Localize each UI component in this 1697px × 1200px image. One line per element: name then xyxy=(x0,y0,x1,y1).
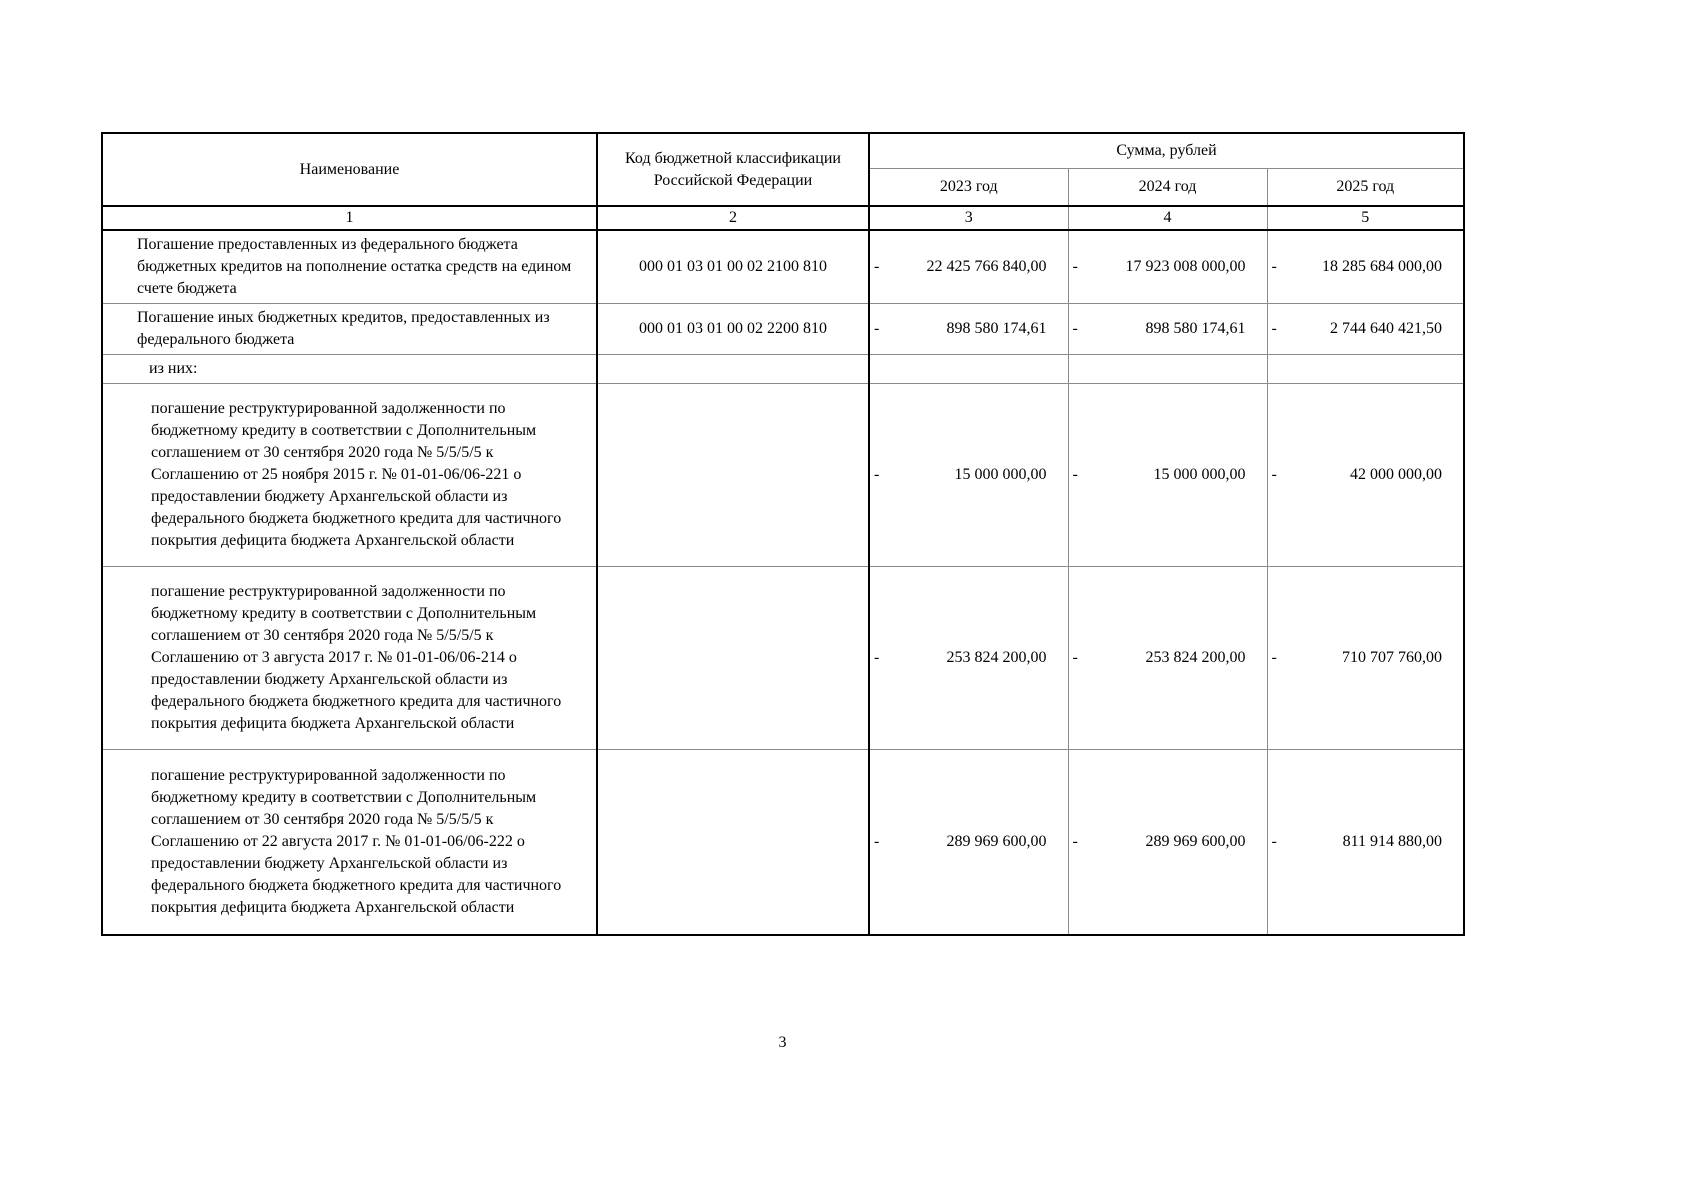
dash-sign: - xyxy=(1271,466,1277,483)
amount-2024 xyxy=(1068,567,1267,750)
amount-value: 17 923 008 000,00 xyxy=(1125,258,1246,275)
page-number: 3 xyxy=(778,1034,787,1051)
row-name: из них: xyxy=(102,355,597,384)
dash-sign: - xyxy=(1072,258,1078,275)
amount-value: 289 969 600,00 xyxy=(1145,832,1246,850)
amount-value: 253 824 200,00 xyxy=(1145,649,1246,666)
dash-sign: - xyxy=(1271,320,1277,337)
dash-sign: - xyxy=(874,466,880,483)
header-row-1 xyxy=(102,133,1464,168)
budget-table xyxy=(101,132,1465,936)
dash-sign: - xyxy=(874,258,880,275)
row-name: Погашение предоставленных из федерального бюджета бюджетных кредитов на пополнение остатка средств на едином счете бюджета xyxy=(102,230,597,304)
amount-value: 289 969 600,00 xyxy=(946,832,1047,850)
row-code: 000 01 03 01 00 02 2200 810 xyxy=(597,304,869,355)
table-row xyxy=(102,567,1464,750)
amount-2024 xyxy=(1068,355,1267,384)
amount-2025 xyxy=(1267,384,1464,567)
header-year-2023: 2023 год xyxy=(869,168,1068,206)
table-row xyxy=(102,304,1464,355)
amount-2025 xyxy=(1267,750,1464,935)
header-name: Наименование xyxy=(102,133,597,206)
header-year-2025: 2025 год xyxy=(1267,168,1464,206)
amount-2024 xyxy=(1068,304,1267,355)
dash-sign: - xyxy=(1271,258,1277,275)
column-number: 3 xyxy=(869,206,1068,230)
row-code xyxy=(597,384,869,567)
dash-sign: - xyxy=(874,320,880,337)
amount-value: 15 000 000,00 xyxy=(954,466,1047,483)
amount-2023 xyxy=(869,230,1068,304)
amount-2024 xyxy=(1068,384,1267,567)
amount-2023 xyxy=(869,304,1068,355)
amount-2025 xyxy=(1267,355,1464,384)
column-number: 2 xyxy=(597,206,869,230)
amount-value: 42 000 000,00 xyxy=(1350,466,1442,483)
amount-2023 xyxy=(869,567,1068,750)
amount-2025 xyxy=(1267,230,1464,304)
amount-value: 898 580 174,61 xyxy=(1145,320,1246,337)
row-name: погашение реструктурированной задолженности по бюджетному кредиту в соответствии с Дополнительным соглашением от 30 сентября 2020 года № 5/5/5/5 к Соглашению от 3 августа 2017 г. № 01-01-06/06-214 о предоставлении бюджету Архангельской области из федерального бюджета бюджетного кредита для частичного покрытия дефицита бюджета Архангельской области xyxy=(102,567,597,750)
amount-value: 2 744 640 421,50 xyxy=(1330,320,1442,337)
amount-value: 898 580 174,61 xyxy=(946,320,1047,337)
amount-value: 22 425 766 840,00 xyxy=(926,258,1047,275)
amount-value: 710 707 760,00 xyxy=(1342,649,1442,666)
row-code xyxy=(597,750,869,935)
table-row xyxy=(102,355,1464,384)
dash-sign: - xyxy=(1072,320,1078,337)
header-code: Код бюджетной классификации Российской Федерации xyxy=(597,133,869,206)
dash-sign: - xyxy=(1072,832,1078,850)
row-name: погашение реструктурированной задолженности по бюджетному кредиту в соответствии с Дополнительным соглашением от 30 сентября 2020 года № 5/5/5/5 к Соглашению от 22 августа 2017 г. № 01-01-06/06-222 о предоставлении бюджету Архангельской области из федерального бюджета бюджетного кредита для частичного покрытия дефицита бюджета Архангельской области xyxy=(102,750,597,935)
amount-value: 15 000 000,00 xyxy=(1153,466,1246,483)
column-number-row xyxy=(102,206,1464,230)
amount-value: 253 824 200,00 xyxy=(946,649,1047,666)
column-number: 5 xyxy=(1267,206,1464,230)
amount-2024 xyxy=(1068,230,1267,304)
dash-sign: - xyxy=(1072,649,1078,666)
row-name: погашение реструктурированной задолженности по бюджетному кредиту в соответствии с Дополнительным соглашением от 30 сентября 2020 года № 5/5/5/5 к Соглашению от 25 ноября 2015 г. № 01-01-06/06-221 о предоставлении бюджету Архангельской области из федерального бюджета бюджетного кредита для частичного покрытия дефицита бюджета Архангельской области xyxy=(102,384,597,567)
amount-2023 xyxy=(869,355,1068,384)
amount-2023 xyxy=(869,750,1068,935)
amount-2024 xyxy=(1068,750,1267,935)
dash-sign: - xyxy=(1271,832,1277,850)
header-year-2024: 2024 год xyxy=(1068,168,1267,206)
row-code xyxy=(597,355,869,384)
header-sum: Сумма, рублей xyxy=(869,133,1464,168)
column-number: 4 xyxy=(1068,206,1267,230)
table-row xyxy=(102,384,1464,567)
dash-sign: - xyxy=(1271,649,1277,666)
amount-2023 xyxy=(869,384,1068,567)
table-row xyxy=(102,750,1464,935)
row-name: Погашение иных бюджетных кредитов, предоставленных из федерального бюджета xyxy=(102,304,597,355)
column-number: 1 xyxy=(102,206,597,230)
amount-2025 xyxy=(1267,567,1464,750)
row-code: 000 01 03 01 00 02 2100 810 xyxy=(597,230,869,304)
row-code xyxy=(597,567,869,750)
amount-2025 xyxy=(1267,304,1464,355)
dash-sign: - xyxy=(1072,466,1078,483)
amount-value: 811 914 880,00 xyxy=(1342,832,1442,850)
dash-sign: - xyxy=(874,832,880,850)
amount-value: 18 285 684 000,00 xyxy=(1322,258,1442,275)
dash-sign: - xyxy=(874,649,880,666)
table-row xyxy=(102,230,1464,304)
